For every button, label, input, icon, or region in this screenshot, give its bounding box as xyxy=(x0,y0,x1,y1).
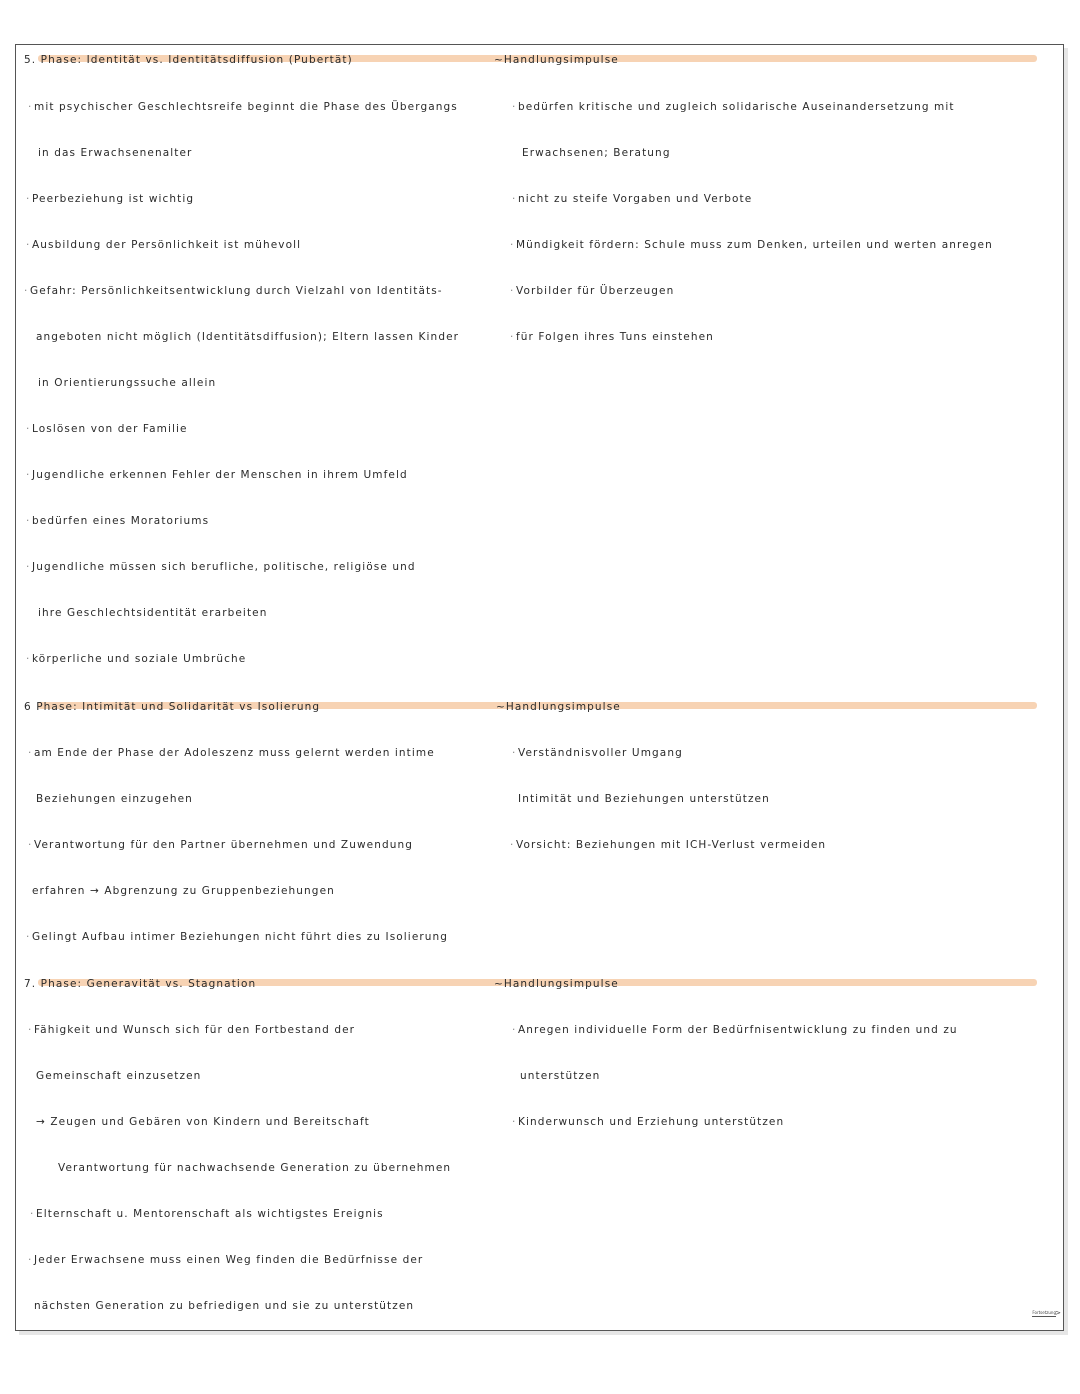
phase5-left-line: · Peerbeziehung ist wichtig xyxy=(32,192,194,206)
phase7-right-line: unterstützen xyxy=(520,1070,601,1082)
phase5-impulse-heading: ~Handlungsimpulse xyxy=(494,54,619,66)
phase5-right-line: · für Folgen ihres Tuns einstehen xyxy=(516,330,714,344)
phase5-right-line: · Mündigkeit fördern: Schule muss zum Denken, urteilen und werten anregen xyxy=(516,238,993,252)
phase7-left-line: · Elternschaft u. Mentorenschaft als wichtigstes Ereignis xyxy=(36,1207,384,1221)
phase6-left-line: · Gelingt Aufbau intimer Beziehungen nicht führt dies zu Isolierung xyxy=(32,930,448,944)
phase5-left-line: · körperliche und soziale Umbrüche xyxy=(32,652,246,666)
phase7-left-line: · Jeder Erwachsene muss einen Weg finden die Bedürfnisse der xyxy=(34,1253,423,1267)
phase5-right-line: · nicht zu steife Vorgaben und Verbote xyxy=(518,192,752,206)
phase6-right-line: Intimität und Beziehungen unterstützen xyxy=(518,793,770,805)
phase5-left-line: · Loslösen von der Familie xyxy=(32,422,188,436)
phase5-left-line: · Ausbildung der Persönlichkeit ist mühevoll xyxy=(32,238,301,252)
phase5-right-line: Erwachsenen; Beratung xyxy=(522,147,671,159)
phase7-left-line: → Zeugen und Gebären von Kindern und Bereitschaft xyxy=(36,1116,370,1128)
phase7-left-line: Gemeinschaft einzusetzen xyxy=(36,1070,202,1082)
phase5-left-line: · mit psychischer Geschlechtsreife beginnt die Phase des Übergangs xyxy=(34,100,458,114)
phase5-left-line: · bedürfen eines Moratoriums xyxy=(32,514,209,528)
phase5-left-line: ihre Geschlechtsidentität erarbeiten xyxy=(38,607,268,619)
phase7-left-line: Verantwortung für nachwachsende Generation zu übernehmen xyxy=(58,1162,452,1174)
phase7-title: 7. Phase: Generavität vs. Stagnation xyxy=(24,978,257,990)
phase7-right-line: · Anregen individuelle Form der Bedürfnisentwicklung zu finden und zu xyxy=(518,1023,958,1037)
phase6-impulse-heading: ~Handlungsimpulse xyxy=(496,701,621,713)
continue-arrow: Fortsetzung > xyxy=(1032,1310,1056,1317)
phase6-left-line: · Verantwortung für den Partner übernehmen und Zuwendung xyxy=(34,838,413,852)
phase7-left-line: nächsten Generation zu befriedigen und sie zu unterstützen xyxy=(34,1300,415,1312)
phase5-left-line: · Jugendliche müssen sich berufliche, politische, religiöse und xyxy=(32,560,416,574)
phase6-right-line: · Vorsicht: Beziehungen mit ICH-Verlust vermeiden xyxy=(516,838,826,852)
phase5-left-line: in Orientierungssuche allein xyxy=(38,377,217,389)
phase6-title: 6 Phase: Intimität und Solidarität vs Isolierung xyxy=(24,701,321,713)
phase6-left-line: erfahren → Abgrenzung zu Gruppenbeziehungen xyxy=(32,885,335,897)
phase5-left-line: · Gefahr: Persönlichkeitsentwicklung durch Vielzahl von Identitäts- xyxy=(30,284,443,298)
phase7-left-line: · Fähigkeit und Wunsch sich für den Fortbestand der xyxy=(34,1023,355,1037)
phase6-left-line: · am Ende der Phase der Adoleszenz muss gelernt werden intime xyxy=(34,746,435,760)
phase7-impulse-heading: ~Handlungsimpulse xyxy=(494,978,619,990)
phase5-left-line: · Jugendliche erkennen Fehler der Menschen in ihrem Umfeld xyxy=(32,468,408,482)
phase6-left-line: Beziehungen einzugehen xyxy=(36,793,193,805)
phase5-title: 5. Phase: Identität vs. Identitätsdiffusion (Pubertät) xyxy=(24,54,353,66)
phase5-right-line: · bedürfen kritische und zugleich solidarische Auseinandersetzung mit xyxy=(518,100,955,114)
phase5-right-line: · Vorbilder für Überzeugen xyxy=(516,284,674,298)
phase5-left-line: in das Erwachsenenalter xyxy=(38,147,193,159)
phase6-right-line: · Verständnisvoller Umgang xyxy=(518,746,683,760)
phase5-left-line: angeboten nicht möglich (Identitätsdiffusion); Eltern lassen Kinder xyxy=(36,331,460,343)
phase7-right-line: · Kinderwunsch und Erziehung unterstützen xyxy=(518,1115,784,1129)
note-page xyxy=(15,44,1064,1331)
